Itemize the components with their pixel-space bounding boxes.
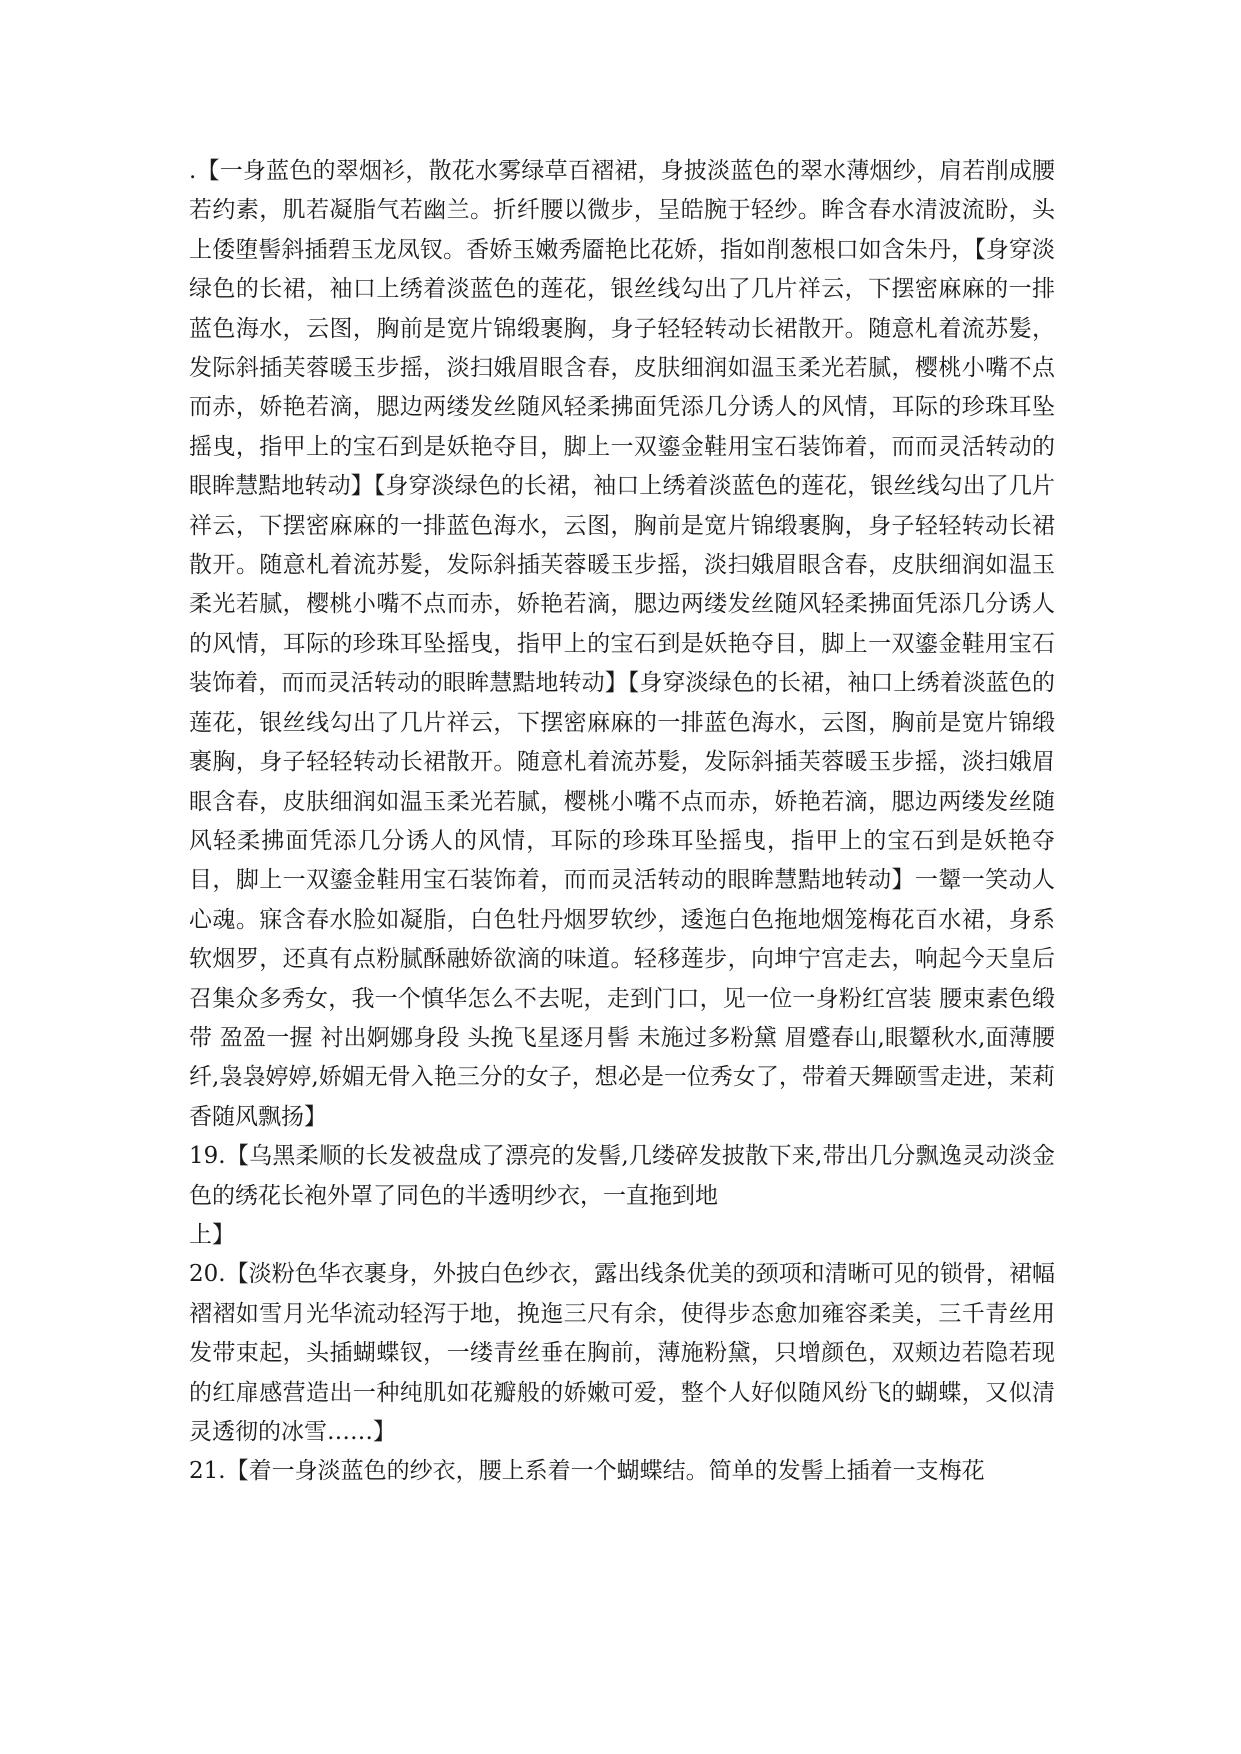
paragraph-main: .【一身蓝色的翠烟衫，散花水雾绿草百褶裙，身披淡蓝色的翠水薄烟纱，肩若削成腰若约素，肌若凝脂气若幽兰。折纤腰以微步，呈皓腕于轻纱。眸含春水清波流盼，头上倭堕髻斜插碧玉龙凤钗。香娇玉嫩秀靥艳比花娇，指如削葱根口如含朱丹，【身穿淡绿色的长裙，袖口上绣着淡蓝色的莲花，银丝线勾出了几片祥云，下摆密麻麻的一排蓝色海水，云图，胸前是宽片锦缎裹胸，身子轻轻转动长裙散开。随意札着流苏髪，发际斜插芙蓉暖玉步摇，淡扫娥眉眼含春，皮肤细润如温玉柔光若腻，樱桃小嘴不点而赤，娇艳若滴，腮边两缕发丝随风轻柔拂面凭添几分诱人的风情，耳际的珍珠耳坠摇曳，指甲上的宝石到是妖艳夺目，脚上一双鎏金鞋用宝石装饰着，而而灵活转动的眼眸慧黠地转动】【身穿淡绿色的长裙，袖口上绣着淡蓝色的莲花，银丝线勾出了几片祥云，下摆密麻麻的一排蓝色海水，云图，胸前是宽片锦缎裹胸，身子轻轻转动长裙散开。随意札着流苏髪，发际斜插芙蓉暖玉步摇，淡扫娥眉眼含春，皮肤细润如温玉柔光若腻，樱桃小嘴不点而赤，娇艳若滴，腮边两缕发丝随风轻柔拂面凭添几分诱人的风情，耳际的珍珠耳坠摇曳，指甲上的宝石到是妖艳夺目，脚上一双鎏金鞋用宝石装饰着，而而灵活转动的眼眸慧黠地转动】【身穿淡绿色的长裙，袖口上绣着淡蓝色的莲花，银丝线勾出了几片祥云，下摆密麻麻的一排蓝色海水，云图，胸前是宽片锦缎裹胸，身子轻轻转动长裙散开。随意札着流苏髪，发际斜插芙蓉暖玉步摇，淡扫娥眉眼含春，皮肤细润如温玉柔光若腻，樱桃小嘴不点而赤，娇艳若滴，腮边两缕发丝随风轻柔拂面凭添几分诱人的风情，耳际的珍珠耳坠摇曳，指甲上的宝石到是妖艳夺目，脚上一双鎏金鞋用宝石装饰着，而而灵活转动的眼眸慧黠地转动】一颦一笑动人心魂。寐含春水脸如凝脂，白色牡丹烟罗软纱，逶迤白色拖地烟笼梅花百水裙，身系软烟罗，还真有点粉腻酥融娇欲滴的味道。轻移莲步，向坤宁宫走去，响起今天皇后召集众多秀女，我一个慎华怎么不去呢，走到门口，见一位一身粉红宫装 腰束素色缎带 盈盈一握 衬出婀娜身段 头挽飞星逐月髻 未施过多粉黛 眉蹙春山,眼颦秋水,面薄腰纤,袅袅婷婷,娇媚无骨入艳三分的女子，想必是一位秀女了，带着天舞颐雪走进，茉莉香随风飘扬】 xyxy=(189,158,1055,1130)
paragraph-21: 21.【着一身淡蓝色的纱衣，腰上系着一个蝴蝶结。简单的发髻上插着一支梅花 xyxy=(189,1458,985,1485)
paragraph-20: 20.【淡粉色华衣裹身，外披白色纱衣，露出线条优美的颈项和清晰可见的锁骨，裙幅褶褶如雪月光华流动轻泻于地，挽迤三尺有余，使得步态愈加雍容柔美，三千青丝用发带束起，头插蝴蝶钗，一缕青丝垂在胸前，薄施粉黛，只增颜色，双颊边若隐若现的红扉感营造出一种纯肌如花瓣般的娇嫩可爱，整个人好似随风纷飞的蝴蝶，又似清灵透彻的冰雪……】 xyxy=(189,1261,1055,1445)
document-page xyxy=(189,152,1055,1492)
paragraph-19-continued: 上】 xyxy=(189,1221,235,1248)
paragraph-19: 19.【乌黑柔顺的长发被盘成了漂亮的发髻,几缕碎发披散下来,带出几分飘逸灵动淡金色的绣花长袍外罩了同色的半透明纱衣，一直拖到地 xyxy=(189,1143,1055,1209)
